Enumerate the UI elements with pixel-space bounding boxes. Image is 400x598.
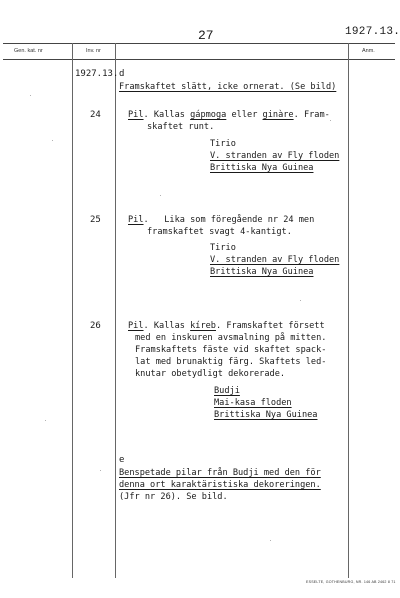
- item-24-locality: Tirio: [210, 139, 236, 149]
- header-top-rule: [3, 43, 395, 44]
- item-26-text-b: . Framskaftet försett: [215, 321, 325, 331]
- item-24-line-2: skaftet runt.: [147, 122, 215, 132]
- item-26-country: Brittiska Nya Guinea: [214, 410, 318, 420]
- paper-speck: [45, 420, 46, 421]
- paper-speck: [300, 300, 301, 301]
- item-26-line-5: knutar obetydligt dekorerade.: [135, 369, 286, 379]
- item-25-locality: Tirio: [210, 243, 236, 253]
- entry-letter-e: e: [119, 455, 125, 465]
- item-26-region: Mai-kasa floden: [214, 398, 292, 408]
- item-24-prefix: Pil: [128, 110, 144, 120]
- item-26-line-3: Framskaftets fäste vid skaftet spack-: [135, 345, 327, 355]
- entry-description: Framskaftet slätt, icke ornerat. (Se bild): [119, 82, 337, 92]
- item-24-region: V. stranden av Fly floden: [210, 151, 340, 161]
- paper-speck: [100, 470, 101, 471]
- item-25-country: Brittiska Nya Guinea: [210, 267, 314, 277]
- item-25-text: . Lika som föregående nr 24 men: [143, 215, 315, 225]
- entry-e-line-2: denna ort karaktäristiska dekoreringen.: [119, 480, 321, 490]
- item-26-line-4: lat med brunaktig färg. Skaftets led-: [135, 357, 327, 367]
- printer-imprint: ESSELTE, GOTHENBURG, NR. 146 AB 2462 8 71: [306, 580, 396, 584]
- item-24-term-1: gápmoga: [190, 110, 227, 120]
- column-header-anm: Anm.: [362, 48, 375, 54]
- item-25-line-1: [128, 214, 314, 226]
- item-24-term-2: ginàre: [262, 110, 294, 120]
- item-26-locality: Budji: [214, 386, 240, 396]
- item-24-text-c: . Fram-: [293, 110, 330, 120]
- entry-letter-d: d: [119, 69, 125, 79]
- column-divider-2: [115, 43, 116, 578]
- catalog-reference-number: 1927.13.: [345, 26, 400, 38]
- entry-inventory-number: 1927.13.: [75, 69, 119, 79]
- entry-e-line-3: (Jfr nr 26). Se bild.: [119, 492, 228, 502]
- item-24-country: Brittiska Nya Guinea: [210, 163, 314, 173]
- item-26-text-a: . Kallas: [143, 321, 191, 331]
- paper-speck: [160, 195, 161, 196]
- item-25-line-2: framskaftet svagt 4-kantigt.: [147, 227, 292, 237]
- item-number-26: 26: [90, 321, 101, 331]
- item-24-text-a: . Kallas: [143, 110, 191, 120]
- item-26-line-2: med en inskuren avsmalning på mitten.: [135, 333, 327, 343]
- item-26-prefix: Pil: [128, 321, 144, 331]
- item-25-prefix: Pil: [128, 215, 144, 225]
- column-header-gen-kat: Gen. kat. nr: [14, 48, 43, 54]
- item-26-line-1: [128, 320, 325, 332]
- item-24-text-b: eller: [226, 110, 263, 120]
- column-divider-1: [72, 43, 73, 578]
- page-number: 27: [198, 28, 214, 43]
- paper-speck: [30, 95, 31, 96]
- item-25-region: V. stranden av Fly floden: [210, 255, 340, 265]
- item-number-24: 24: [90, 110, 101, 120]
- column-divider-3: [348, 43, 349, 578]
- header-bottom-rule: [3, 59, 395, 60]
- paper-speck: [270, 540, 271, 541]
- item-26-term: kíreb: [190, 321, 216, 331]
- item-number-25: 25: [90, 215, 101, 225]
- paper-speck: [330, 120, 331, 121]
- column-header-inv: Inv. nr: [86, 48, 101, 54]
- item-24-line-1: [128, 109, 330, 121]
- paper-speck: [52, 140, 53, 141]
- entry-e-line-1: Benspetade pilar från Budji med den för: [119, 468, 321, 478]
